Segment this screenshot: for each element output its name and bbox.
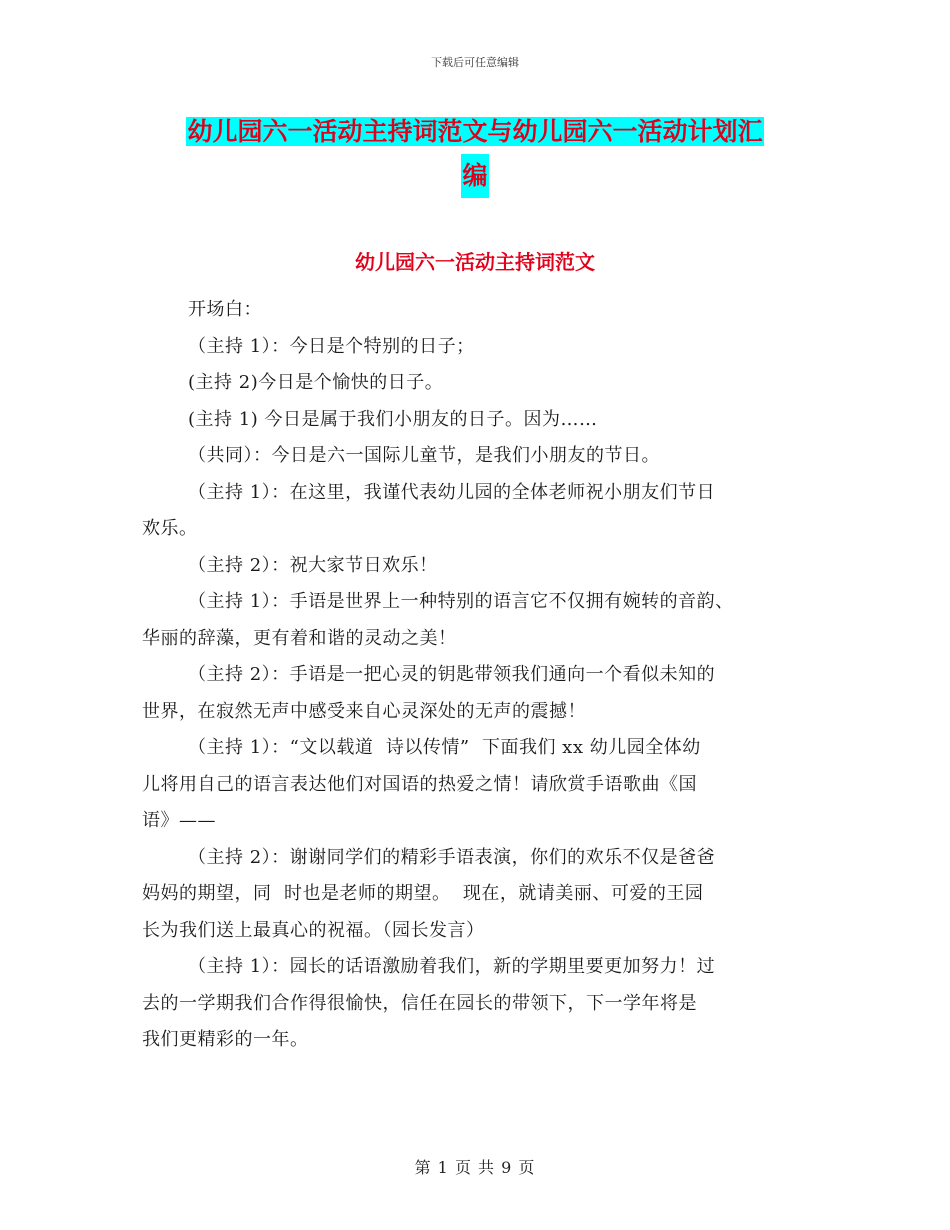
paragraph-continuation-line: 去的一学期我们合作得很愉快，信任在园长的带领下，下一学年将是 [142, 992, 697, 1014]
header-note: 下载后可任意编辑 [431, 56, 519, 69]
document-title-line2: 编 [461, 154, 488, 198]
paragraph-continuation-line: 我们更精彩的一年。 [142, 1029, 309, 1050]
paragraph-line: （主持 2）：手语是一把心灵的钥匙带领我们通向一个看似未知的 [188, 664, 716, 685]
section-title: 幼儿园六一活动主持词范文 [355, 250, 595, 274]
paragraph-continuation-line: 华丽的辞藻，更有着和谐的灵动之美！ [142, 627, 457, 649]
paragraph-line: （共同）：今日是六一国际儿童节，是我们小朋友的节日。 [188, 445, 660, 466]
paragraph-line: （主持 1）：在这里，我谨代表幼儿园的全体老师祝小朋友们节日 [188, 481, 716, 503]
paragraph-line: （主持 2）：祝大家节日欢乐！ [188, 554, 438, 576]
paragraph-continuation-line: 妈妈的期望，同 时也是老师的期望。 现在，就请美丽、可爱的王园 [142, 883, 704, 904]
paragraph-line: （主持 1）：园长的话语激励着我们，新的学期里要更加努力！过 [188, 956, 716, 977]
paragraph-line: （主持 1）：手语是世界上一种特别的语言它不仅拥有婉转的音韵、 [188, 591, 734, 612]
paragraph-continuation-line: 语》—— [142, 810, 216, 831]
paragraph-continuation-line: 长为我们送上最真心的祝福。（园长发言） [142, 919, 485, 941]
paragraph-line: (主持 2)今日是个愉快的日子。 [188, 372, 444, 393]
document-title-line1: 幼儿园六一活动主持词范文与幼儿园六一活动计划汇 [187, 117, 763, 146]
paragraph-line: （主持 2）：谢谢同学们的精彩手语表演，你们的欢乐不仅是爸爸 [188, 846, 716, 868]
paragraph-continuation-line: 欢乐。 [142, 518, 198, 539]
paragraph-line: 开场白： [188, 299, 262, 320]
paragraph-line: (主持 1) 今日是属于我们小朋友的日子。因为…… [188, 408, 598, 430]
paragraph-continuation-line: 世界，在寂然无声中感受来自心灵深处的无声的震撼！ [142, 700, 586, 722]
paragraph-line: （主持 1）：“文以载道 诗以传情” 下面我们 xx 幼儿园全体幼 [188, 737, 701, 758]
page-footer: 第 1 页 共 9 页 [414, 1158, 536, 1177]
paragraph-line: （主持 1）：今日是个特别的日子； [188, 335, 475, 357]
document-body [142, 292, 822, 1059]
paragraph-continuation-line: 儿将用自己的语言表达他们对国语的热爱之情！请欣赏手语歌曲《国 [142, 773, 697, 795]
document-title [0, 110, 950, 198]
